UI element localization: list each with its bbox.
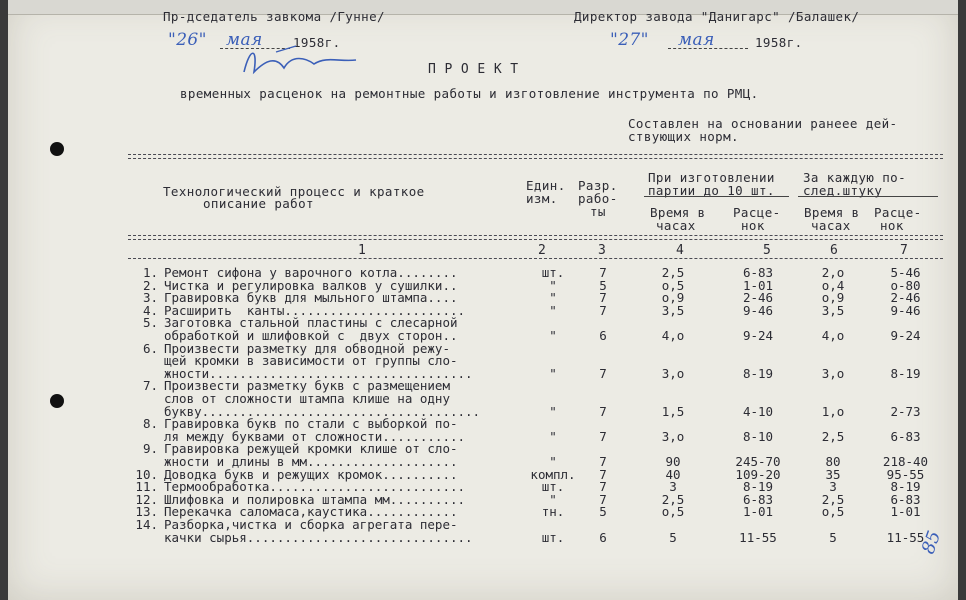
cell-u: "	[549, 328, 557, 343]
cell-d: Гравировка букв для мыльного штампа....	[164, 290, 458, 306]
handwritten-signature	[236, 42, 376, 80]
table-row	[128, 441, 943, 457]
cell-g: 7	[599, 479, 607, 495]
cell-r1: 1-01	[742, 277, 774, 293]
cell-n: 4.	[142, 302, 158, 318]
cell-t2: 5	[829, 529, 837, 545]
cell-n: 1.	[142, 265, 158, 280]
table-row	[128, 315, 943, 331]
cell-n: 8.	[142, 416, 158, 432]
table-top-rule-2	[128, 158, 943, 159]
cell-g: 7	[599, 265, 607, 280]
cell-t2: 35	[825, 466, 841, 482]
header-each: За каждую по-	[803, 170, 907, 185]
column-number-rule	[128, 258, 943, 259]
cell-d: Произвести разметку букв с размещением	[164, 378, 450, 394]
cell-g: 5	[599, 277, 607, 293]
cell-t1: о,5	[661, 504, 685, 520]
cell-u: "	[549, 277, 557, 293]
cell-n: 14.	[135, 517, 158, 532]
cell-d: Чистка и регулировка валков у сушилки..	[164, 277, 458, 293]
cell-d: Перекачка саломаса,каустика............	[164, 504, 458, 520]
cell-r2: 5-46	[890, 265, 921, 280]
cell-d: Расширить канты........................	[164, 302, 466, 318]
cell-t2: 1,о	[821, 403, 845, 419]
cell-t2: 3,о	[821, 365, 845, 381]
cell-r1: 9-46	[742, 302, 774, 318]
cell-r2: 2-46	[890, 290, 921, 306]
cell-u: "	[549, 365, 557, 381]
cell-n: 13.	[135, 504, 158, 520]
header-grade-3: ты	[590, 204, 606, 219]
cell-d: Гравировка букв по стали с выборкой по-	[164, 416, 458, 432]
cell-r2: 9-24	[890, 328, 921, 343]
cell-g: 5	[599, 504, 607, 520]
header-batch-2: партии до 10 шт.	[648, 183, 775, 198]
cell-n: 7.	[142, 378, 158, 394]
header-time-2: часах	[656, 218, 696, 233]
cell-t2: 2,5	[821, 428, 845, 444]
header-batch: При изготовлении	[648, 170, 775, 185]
cell-t1: 3	[669, 479, 677, 495]
cell-t1: 1,5	[661, 403, 685, 419]
table-row	[128, 479, 943, 495]
table-row	[128, 404, 943, 417]
binder-hole-top	[50, 142, 64, 156]
cell-g: 7	[599, 290, 607, 306]
left-date-month: мая	[226, 30, 263, 50]
cell-r2: 2-73	[890, 403, 921, 419]
header-rate-2: нок	[741, 218, 765, 233]
header-process-2: описание работ	[203, 196, 314, 211]
cell-t1: 2,5	[661, 491, 685, 507]
cell-d: букву.....................................	[164, 403, 481, 419]
header-rate2: Расце-	[874, 205, 922, 220]
cell-u: "	[549, 403, 557, 419]
cell-t2: 3	[829, 479, 837, 495]
table-row	[128, 353, 943, 369]
cell-n: 2.	[142, 277, 158, 293]
cell-d: Произвести разметку для обводной режу-	[164, 340, 450, 356]
header-each-rule	[798, 196, 938, 197]
cell-u: "	[549, 454, 557, 469]
table-row	[128, 290, 943, 306]
cell-r1: 8-19	[742, 365, 774, 381]
cell-r1: 11-55	[739, 529, 777, 545]
cell-u: "	[549, 428, 557, 444]
left-date-day: "26"	[168, 30, 207, 50]
header-time2-2: часах	[811, 218, 851, 233]
cell-t1: о,9	[661, 290, 685, 306]
left-signature-line: Пр-дседатель завкома /Гунне/	[163, 9, 385, 24]
cell-d: жности и длины в мм....................	[164, 454, 458, 469]
table-row	[128, 265, 943, 278]
cell-r2: 9-46	[890, 302, 921, 318]
cell-t1: 2,5	[661, 265, 685, 280]
page-mark: 85	[917, 528, 946, 557]
cell-d: ля между буквами от сложности...........	[164, 428, 466, 444]
cell-d: Доводка букв и режущих кромок..........	[164, 466, 458, 482]
cell-u: "	[549, 491, 557, 507]
cell-r1: 4-10	[742, 403, 774, 419]
cell-g: 7	[599, 454, 607, 469]
column-number-4: 4	[676, 243, 684, 258]
cell-r1: 245-70	[735, 454, 781, 469]
cell-t2: 2,о	[821, 265, 845, 280]
document-title: П Р О Е К Т	[428, 62, 519, 77]
header-rate2-2: нок	[880, 218, 904, 233]
cell-g: 7	[599, 403, 607, 419]
cell-u: "	[549, 302, 557, 318]
column-number-7: 7	[900, 243, 908, 258]
document-subtitle: временных расценок на ремонтные работы и изготовление инструмента по РМЦ.	[180, 86, 759, 101]
cell-r1: 2-46	[742, 290, 774, 306]
column-number-1: 1	[358, 243, 366, 258]
cell-g: 7	[599, 302, 607, 318]
cell-r1: 8-10	[742, 428, 774, 444]
cell-n: 3.	[142, 290, 158, 306]
column-number-2: 2	[538, 243, 546, 258]
column-number-5: 5	[763, 243, 771, 258]
cell-n: 5.	[142, 315, 158, 331]
cell-d: обработкой и шлифовкой с двух сторон..	[164, 328, 458, 343]
cell-r2: 218-40	[882, 454, 929, 469]
table-row	[128, 517, 943, 530]
header-each-2: след.штуку	[803, 183, 883, 198]
cell-r1: 109-20	[735, 466, 781, 482]
cell-t1: 3,о	[661, 365, 685, 381]
table-row	[128, 504, 943, 520]
right-date-year: 1958г.	[755, 35, 803, 50]
header-time2: Время в	[804, 205, 860, 220]
cell-t1: 40	[665, 466, 681, 482]
header-rate: Расце-	[733, 205, 781, 220]
cell-t2: о,4	[821, 277, 845, 293]
right-date-day: "27"	[610, 30, 649, 50]
cell-g: 7	[599, 428, 607, 444]
cell-g: 6	[599, 328, 607, 343]
cell-d: Ремонт сифона у варочного котла........	[164, 265, 458, 280]
cell-r2: 6-83	[890, 428, 921, 444]
cell-r2: 6-83	[890, 491, 921, 507]
table-row	[128, 341, 943, 354]
basis-note-line1: Составлен на основании ранеее дей-	[628, 116, 898, 131]
header-unit: Един.	[526, 178, 566, 193]
cell-r2: 8-19	[890, 365, 921, 381]
table-row	[128, 416, 943, 432]
table-row	[128, 429, 943, 442]
left-date-year: 1958г.	[293, 35, 341, 50]
right-date-underline	[668, 48, 748, 49]
header-unit-2: изм.	[526, 191, 558, 206]
cell-r2: 1-01	[890, 504, 921, 520]
cell-t1: 3,5	[661, 302, 685, 318]
header-bottom-rule-2	[128, 239, 943, 240]
column-number-3: 3	[598, 243, 606, 258]
header-process: Технологический процесс и краткое	[163, 184, 425, 199]
cell-u: шт.	[541, 265, 565, 280]
cell-t1: 4,о	[661, 328, 685, 343]
header-grade-2: рабо-	[578, 191, 618, 206]
cell-u: шт.	[541, 479, 565, 495]
cell-t2: 3,5	[821, 302, 845, 318]
cell-r2: 8-19	[890, 479, 921, 495]
cell-d: Термообработка..........................	[164, 479, 466, 495]
cell-t2: 2,5	[821, 491, 845, 507]
cell-r1: 9-24	[742, 328, 774, 343]
cell-g: 7	[599, 491, 607, 507]
cell-n: 6.	[142, 340, 158, 356]
table-row	[128, 366, 943, 379]
basis-note-line2: ствующих норм.	[628, 129, 739, 144]
cell-r2: 11-55	[886, 529, 925, 545]
header-bottom-rule	[128, 235, 943, 236]
cell-d: жности...................................	[164, 365, 473, 381]
cell-d: слов от сложности штампа клише на одну	[164, 391, 450, 406]
cell-t2: 80	[825, 454, 841, 469]
cell-r2: о-80	[890, 277, 921, 293]
header-grade: Разр.	[578, 178, 618, 193]
cell-n: 10.	[135, 466, 158, 482]
cell-r1: 1-01	[742, 504, 774, 520]
cell-g: 6	[599, 529, 607, 545]
cell-u: шт.	[541, 529, 565, 545]
table-row	[128, 278, 943, 291]
table-row	[128, 492, 943, 505]
cell-t1: 5	[669, 529, 677, 545]
cell-n: 9.	[142, 441, 158, 457]
cell-d: Разборка,чистка и сборка агрегата пере-	[164, 517, 458, 532]
cell-t1: 3,о	[661, 428, 685, 444]
header-time: Время в	[650, 205, 706, 220]
cell-t1: 90	[665, 454, 681, 469]
column-number-6: 6	[830, 243, 838, 258]
cell-d: щей кромки в зависимости от группы сло-	[164, 353, 458, 369]
cell-g: 7	[599, 466, 607, 482]
cell-d: Гравировка режущей кромки клише от сло-	[164, 441, 458, 457]
table-row	[128, 467, 943, 480]
cell-r2: 95-55	[886, 466, 925, 482]
right-date-month: мая	[678, 30, 715, 50]
cell-u: "	[549, 290, 557, 306]
table-row	[128, 391, 943, 404]
cell-u: тн.	[541, 504, 565, 520]
cell-t2: о,9	[821, 290, 845, 306]
cell-d: качки сырья..............................	[164, 529, 473, 545]
header-batch-rule	[644, 196, 789, 197]
table-row	[128, 303, 943, 316]
table-row	[128, 328, 943, 341]
cell-r1: 6-83	[742, 265, 774, 280]
cell-t2: 4,о	[821, 328, 845, 343]
cell-t1: о,5	[661, 277, 685, 293]
cell-t2: о,5	[821, 504, 845, 520]
table-row	[128, 454, 943, 467]
cell-g: 7	[599, 365, 607, 381]
cell-d: Заготовка стальной пластины с слесарной	[164, 315, 458, 331]
document-page	[8, 0, 958, 600]
binder-hole-bottom	[50, 394, 64, 408]
cell-r1: 8-19	[742, 479, 774, 495]
cell-n: 11.	[135, 479, 158, 495]
cell-d: Шлифовка и полировка штампа мм..........	[164, 491, 466, 507]
right-signature-line: Директор завода "Данигарс" /Балашек/	[574, 9, 860, 24]
cell-r1: 6-83	[742, 491, 774, 507]
table-row	[128, 530, 943, 543]
cell-n: 12.	[135, 491, 158, 507]
table-row	[128, 378, 943, 394]
cell-u: компл.	[530, 466, 576, 482]
table-top-rule	[128, 154, 943, 155]
